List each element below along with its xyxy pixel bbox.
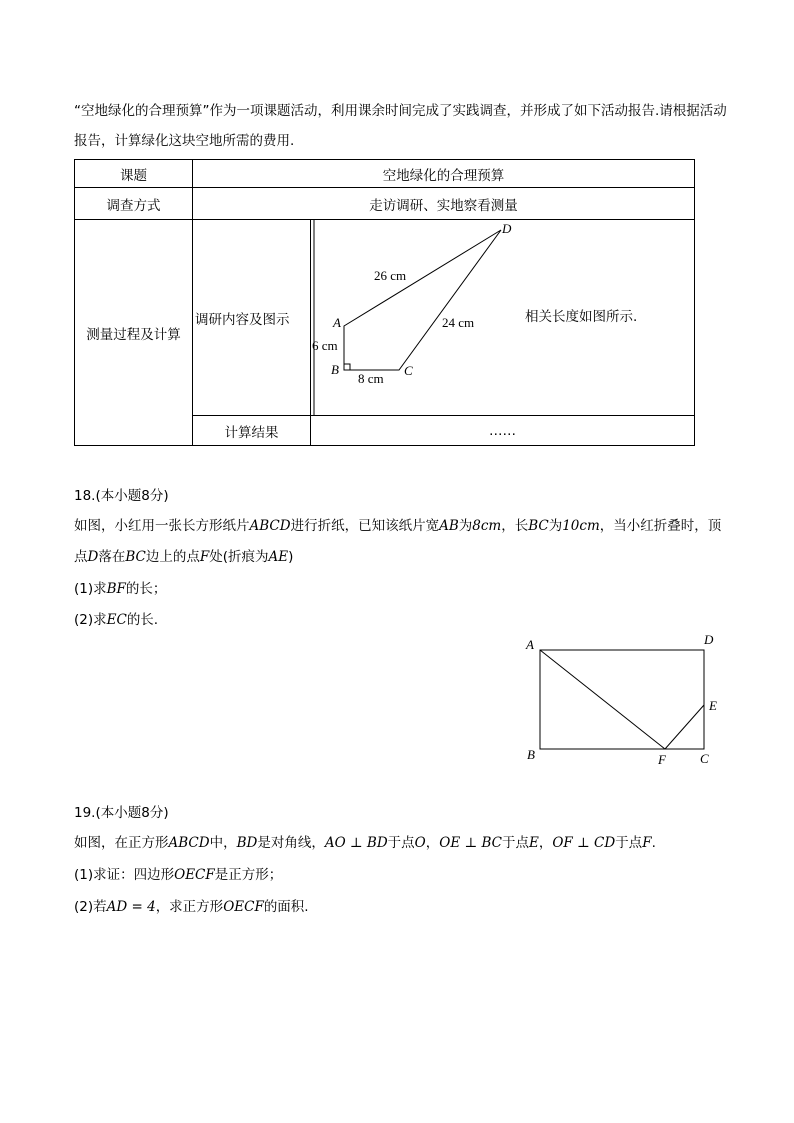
q18-point-b: B [527,747,535,762]
topic-value: 空地绿化的合理预算 [193,160,695,188]
result-label: 计算结果 [193,416,311,446]
figure-note: 相关长度如图所示. [525,309,638,325]
figure-cell [311,220,695,416]
table-row [75,188,695,220]
q18-point-d: D [704,632,714,647]
process-label: 测量过程及计算 [75,220,193,446]
table-row [75,160,695,188]
q19-part2: (2)若AD = 4，求正方形OECF的面积. [74,899,309,915]
point-b-label: B [331,362,339,377]
q19-header: 19.(本小题8分) [74,805,169,821]
length-ab-label: 6 cm [312,338,338,353]
q18-point-c: C [700,751,709,766]
q18-point-a: A [526,637,534,652]
q18-part2: (2)求EC的长. [74,612,159,628]
length-bc-label: 8 cm [358,371,384,386]
length-cd-label: 24 cm [442,315,475,330]
method-label: 调查方式 [75,188,193,220]
topic-label: 课题 [75,160,193,188]
q18-part1: (1)求BF的长； [74,581,167,597]
q18-point-e: E [709,698,717,713]
point-d-label: D [502,221,512,236]
q18-line2: 点D落在BC边上的点F处(折痕为AE) [74,549,294,565]
point-c-label: C [404,363,413,378]
table-row [75,220,695,416]
result-value: …… [311,416,695,446]
content-label: 调研内容及图示 [193,220,311,416]
length-ad-label: 26 cm [374,268,407,283]
survey-table [74,159,695,446]
intro-paragraph: “空地绿化的合理预算”作为一项课题活动，利用课余时间完成了实践调查，并形成了如下活动报告.请根据活动报告，计算绿化这块空地所需的费用. [74,103,727,149]
q19-line1: 如图，在正方形ABCD中，BD是对角线，AO ⊥ BD于点O，OE ⊥ BC于点E，OF ⊥ CD于点F. [74,835,656,851]
q18-header: 18.(本小题8分) [74,488,169,504]
q19-part1: (1)求证：四边形OECF是正方形； [74,867,283,883]
q18-line1: 如图，小红用一张长方形纸片ABCD进行折纸，已知该纸片宽AB为8cm，长BC为10cm，当小红折叠时，顶 [74,518,722,534]
q18-point-f: F [658,752,666,767]
point-a-label: A [333,315,341,330]
method-value: 走访调研、实地察看测量 [193,188,695,220]
